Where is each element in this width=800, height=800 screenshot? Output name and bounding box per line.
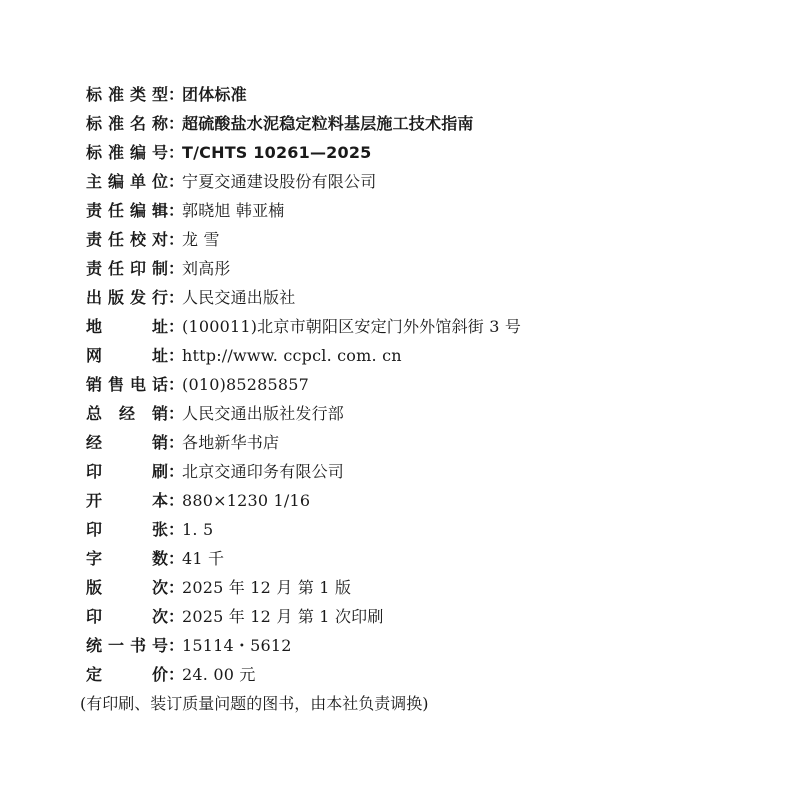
field-label: 销售电话 <box>86 375 168 394</box>
row-word-count <box>86 544 766 573</box>
field-value: T/CHTS 10261—2025 <box>182 143 372 162</box>
field-value: 宁夏交通建设股份有限公司 <box>182 172 377 191</box>
row-responsible-editor <box>86 196 766 225</box>
row-print-supervisor <box>86 254 766 283</box>
field-label: 版次 <box>86 578 168 597</box>
field-label: 标准编号 <box>86 143 168 162</box>
field-label: 经销 <box>86 433 168 452</box>
field-separator: ： <box>168 578 185 597</box>
quality-notice: (有印刷、装订质量问题的图书，由本社负责调换) <box>80 694 429 713</box>
field-separator: ： <box>168 317 185 336</box>
field-separator: ： <box>168 665 185 684</box>
field-separator: ： <box>168 85 185 104</box>
field-label: 责任校对 <box>86 230 168 249</box>
field-separator: ： <box>168 230 185 249</box>
field-separator: ： <box>168 520 185 539</box>
field-value: 郭晓旭 韩亚楠 <box>182 201 285 220</box>
field-label: 统一书号 <box>86 636 168 655</box>
field-separator: ： <box>168 607 185 626</box>
field-separator: ： <box>168 491 185 510</box>
field-value: 24. 00 元 <box>182 665 256 684</box>
field-value: 2025 年 12 月 第 1 次印刷 <box>182 607 384 626</box>
field-value: 15114・5612 <box>182 636 292 655</box>
field-value: 龙 雪 <box>182 230 220 249</box>
colophon-block <box>80 80 766 718</box>
field-separator: ： <box>168 259 185 278</box>
field-label: 出版发行 <box>86 288 168 307</box>
row-publisher <box>86 283 766 312</box>
field-separator: ： <box>168 404 185 423</box>
row-distributor <box>86 428 766 457</box>
field-value: 人民交通出版社 <box>182 288 296 307</box>
field-value: 各地新华书店 <box>182 433 280 452</box>
field-value: 团体标准 <box>182 85 247 104</box>
row-standard-type <box>86 80 766 109</box>
row-website <box>86 341 766 370</box>
field-label: 主编单位 <box>86 172 168 191</box>
field-value: 超硫酸盐水泥稳定粒料基层施工技术指南 <box>182 114 474 133</box>
field-separator: ： <box>168 114 185 133</box>
field-value: http://www. ccpcl. com. cn <box>182 346 402 365</box>
field-label: 地址 <box>86 317 168 336</box>
field-label: 标准类型 <box>86 85 168 104</box>
field-value: 北京交通印务有限公司 <box>182 462 345 481</box>
field-separator: ： <box>168 636 185 655</box>
row-proofreader <box>86 225 766 254</box>
field-label: 印刷 <box>86 462 168 481</box>
field-separator: ： <box>168 288 185 307</box>
field-value: 刘高彤 <box>182 259 231 278</box>
row-address <box>86 312 766 341</box>
field-value: 人民交通出版社发行部 <box>182 404 345 423</box>
row-price <box>86 660 766 689</box>
field-value: 2025 年 12 月 第 1 版 <box>182 578 352 597</box>
field-value: 41 千 <box>182 549 225 568</box>
row-sales-phone <box>86 370 766 399</box>
field-label: 字数 <box>86 549 168 568</box>
field-label: 责任印制 <box>86 259 168 278</box>
field-separator: ： <box>168 549 185 568</box>
row-chief-editor-unit <box>86 167 766 196</box>
row-standard-name <box>86 109 766 138</box>
field-value: 1. 5 <box>182 520 214 539</box>
field-value: (010)85285857 <box>182 375 310 394</box>
field-label: 网址 <box>86 346 168 365</box>
field-separator: ： <box>168 346 185 365</box>
row-impression <box>86 602 766 631</box>
row-edition <box>86 573 766 602</box>
field-separator: ： <box>168 375 185 394</box>
field-separator: ： <box>168 433 185 452</box>
field-label: 总经销 <box>86 404 168 423</box>
row-printer <box>86 457 766 486</box>
row-printed-sheets <box>86 515 766 544</box>
field-label: 开本 <box>86 491 168 510</box>
field-value: (100011)北京市朝阳区安定门外外馆斜街 3 号 <box>182 317 522 336</box>
field-separator: ： <box>168 172 185 191</box>
field-label: 责任编辑 <box>86 201 168 220</box>
field-separator: ： <box>168 462 185 481</box>
field-separator: ： <box>168 143 185 162</box>
row-standard-number <box>86 138 766 167</box>
field-label: 印次 <box>86 607 168 626</box>
field-label: 印张 <box>86 520 168 539</box>
field-value: 880×1230 1/16 <box>182 491 311 510</box>
row-format <box>86 486 766 515</box>
row-book-number <box>86 631 766 660</box>
field-label: 标准名称 <box>86 114 168 133</box>
field-separator: ： <box>168 201 185 220</box>
row-general-distributor <box>86 399 766 428</box>
field-label: 定价 <box>86 665 168 684</box>
